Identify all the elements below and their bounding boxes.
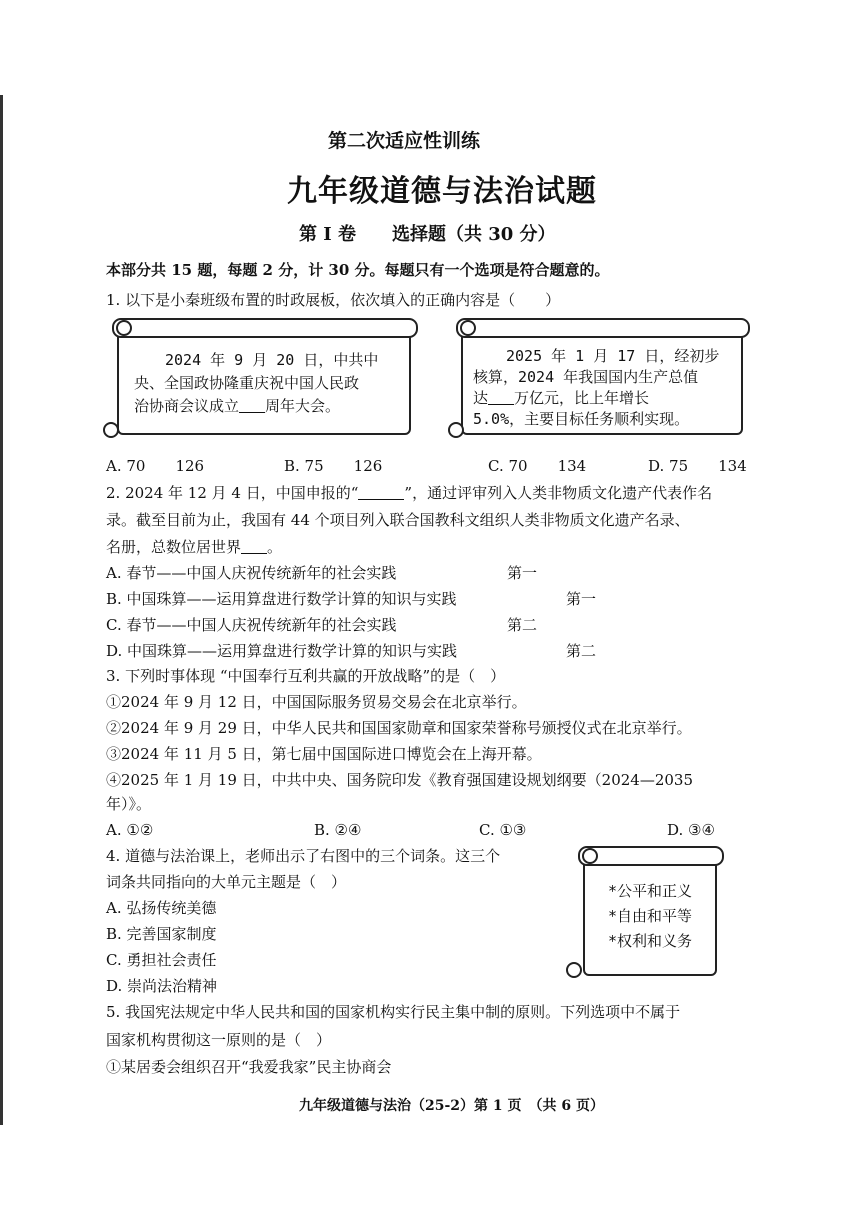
- q3-item-1: ①2024 年 9 月 12 日，中国国际服务贸易交易会在北京举行。: [106, 693, 527, 711]
- q3-item-2: ②2024 年 9 月 29 日，中华人民共和国国家勋章和国家荣誉称号颁授仪式在北京举行。: [106, 719, 692, 737]
- question-4-stem-2: 词条共同指向的大单元主题是（ ）: [106, 873, 347, 891]
- answer-blank: [488, 390, 514, 405]
- board-1-line-3b: 周年大会。: [265, 397, 341, 415]
- q2-option-c-rank: 第二: [507, 616, 538, 634]
- q2-option-c-text: C. 春节——中国人庆祝传统新年的社会实践: [106, 616, 397, 634]
- board-2-line-2: 核算，2024 年我国国内生产总值: [473, 368, 699, 386]
- question-5-stem-1: 5. 我国宪法规定中华人民共和国的国家机构实行民主集中制的原则。下列选项中不属于: [106, 1003, 681, 1021]
- q4-option-c: C. 勇担社会责任: [106, 951, 217, 969]
- q2-option-a-rank: 第一: [507, 564, 538, 582]
- supertitle: 第二次适应性训练: [328, 130, 481, 152]
- q3-option-a: A. ①②: [106, 821, 154, 839]
- question-2-line-3: 名册，总数位居世界 。: [106, 538, 283, 556]
- question-3-stem: 3. 下列时事体现 “中国奉行互利共赢的开放战略”的是（ ）: [106, 667, 506, 685]
- q4-option-d: D. 崇尚法治精神: [106, 977, 218, 995]
- q2-option-d-rank: 第二: [566, 642, 597, 660]
- q1-option-d: D. 75 134: [648, 457, 747, 475]
- page-edge: [0, 95, 3, 1125]
- term-3: *权利和义务: [607, 932, 693, 950]
- term-2: *自由和平等: [607, 907, 693, 925]
- q2-option-b-text: B. 中国珠算——运用算盘进行数学计算的知识与实践: [106, 590, 457, 608]
- q3-item-3: ③2024 年 11 月 5 日，第七届中国国际进口博览会在上海开幕。: [106, 745, 542, 763]
- q4-option-a: A. 弘扬传统美德: [106, 899, 217, 917]
- term-1: *公平和正义: [607, 882, 693, 900]
- q2-option-a-text: A. 春节——中国人庆祝传统新年的社会实践: [106, 564, 397, 582]
- q1-option-b: B. 75 126: [284, 457, 383, 475]
- board-1-line-2: 央、全国政协隆重庆祝中国人民政: [134, 374, 360, 392]
- page-footer: 九年级道德与法治（25-2）第 1 页 （共 6 页）: [299, 1098, 605, 1114]
- question-2-stem: 2. 2024 年 12 月 4 日，中国申报的“ ”，通过评审列入人类非物质文化遗产代表作名: [106, 484, 713, 502]
- question-4-stem-1: 4. 道德与法治课上，老师出示了右图中的三个词条。这三个: [106, 847, 501, 865]
- q4-option-b: B. 完善国家制度: [106, 925, 217, 943]
- q2-option-b-rank: 第一: [566, 590, 597, 608]
- section-title: 第 I 卷 选择题（共 30 分）: [299, 224, 556, 245]
- board-1-line-1: 2024 年 9 月 20 日，中共中: [165, 351, 379, 369]
- q3-item-4-cont: 年）》。: [106, 795, 152, 813]
- page-title: 九年级道德与法治试题: [287, 174, 597, 209]
- board-2-line-3b: 万亿元，比上年增长: [514, 389, 650, 407]
- question-1-stem: 1. 以下是小秦班级布置的时政展板，依次填入的正确内容是（ ）: [106, 291, 561, 309]
- q3-option-c: C. ①③: [479, 821, 527, 839]
- q3-item-4: ④2025 年 1 月 19 日，中共中央、国务院印发《教育强国建设规划纲要（2024—2035: [106, 771, 693, 789]
- q3-option-d: D. ③④: [667, 821, 715, 839]
- instructions: 本部分共 15 题，每题 2 分，计 30 分。每题只有一个选项是符合题意的。: [106, 261, 610, 279]
- q3-option-b: B. ②④: [314, 821, 362, 839]
- question-5-stem-2: 国家机构贯彻这一原则的是（ ）: [106, 1031, 332, 1049]
- q2-option-d-text: D. 中国珠算——运用算盘进行数学计算的知识与实践: [106, 642, 458, 660]
- q1-option-c: C. 70 134: [488, 457, 587, 475]
- question-2-line-2: 录。截至目前为止，我国有 44 个项目列入联合国教科文组织人类非物质文化遗产名录、: [106, 511, 690, 529]
- q1-option-a: A. 70 126: [106, 457, 205, 475]
- board-2-line-1: 2025 年 1 月 17 日，经初步: [506, 347, 720, 365]
- board-2-line-4: 5.0%，主要目标任务顺利实现。: [473, 410, 690, 428]
- answer-blank: [358, 485, 404, 500]
- answer-blank: [241, 539, 267, 554]
- answer-blank: [239, 398, 265, 413]
- board-2-line-3a: 达: [473, 389, 489, 407]
- q5-item-1: ①某居委会组织召开“我爱我家”民主协商会: [106, 1058, 392, 1076]
- board-1-line-3a: 治协商会议成立: [134, 397, 240, 415]
